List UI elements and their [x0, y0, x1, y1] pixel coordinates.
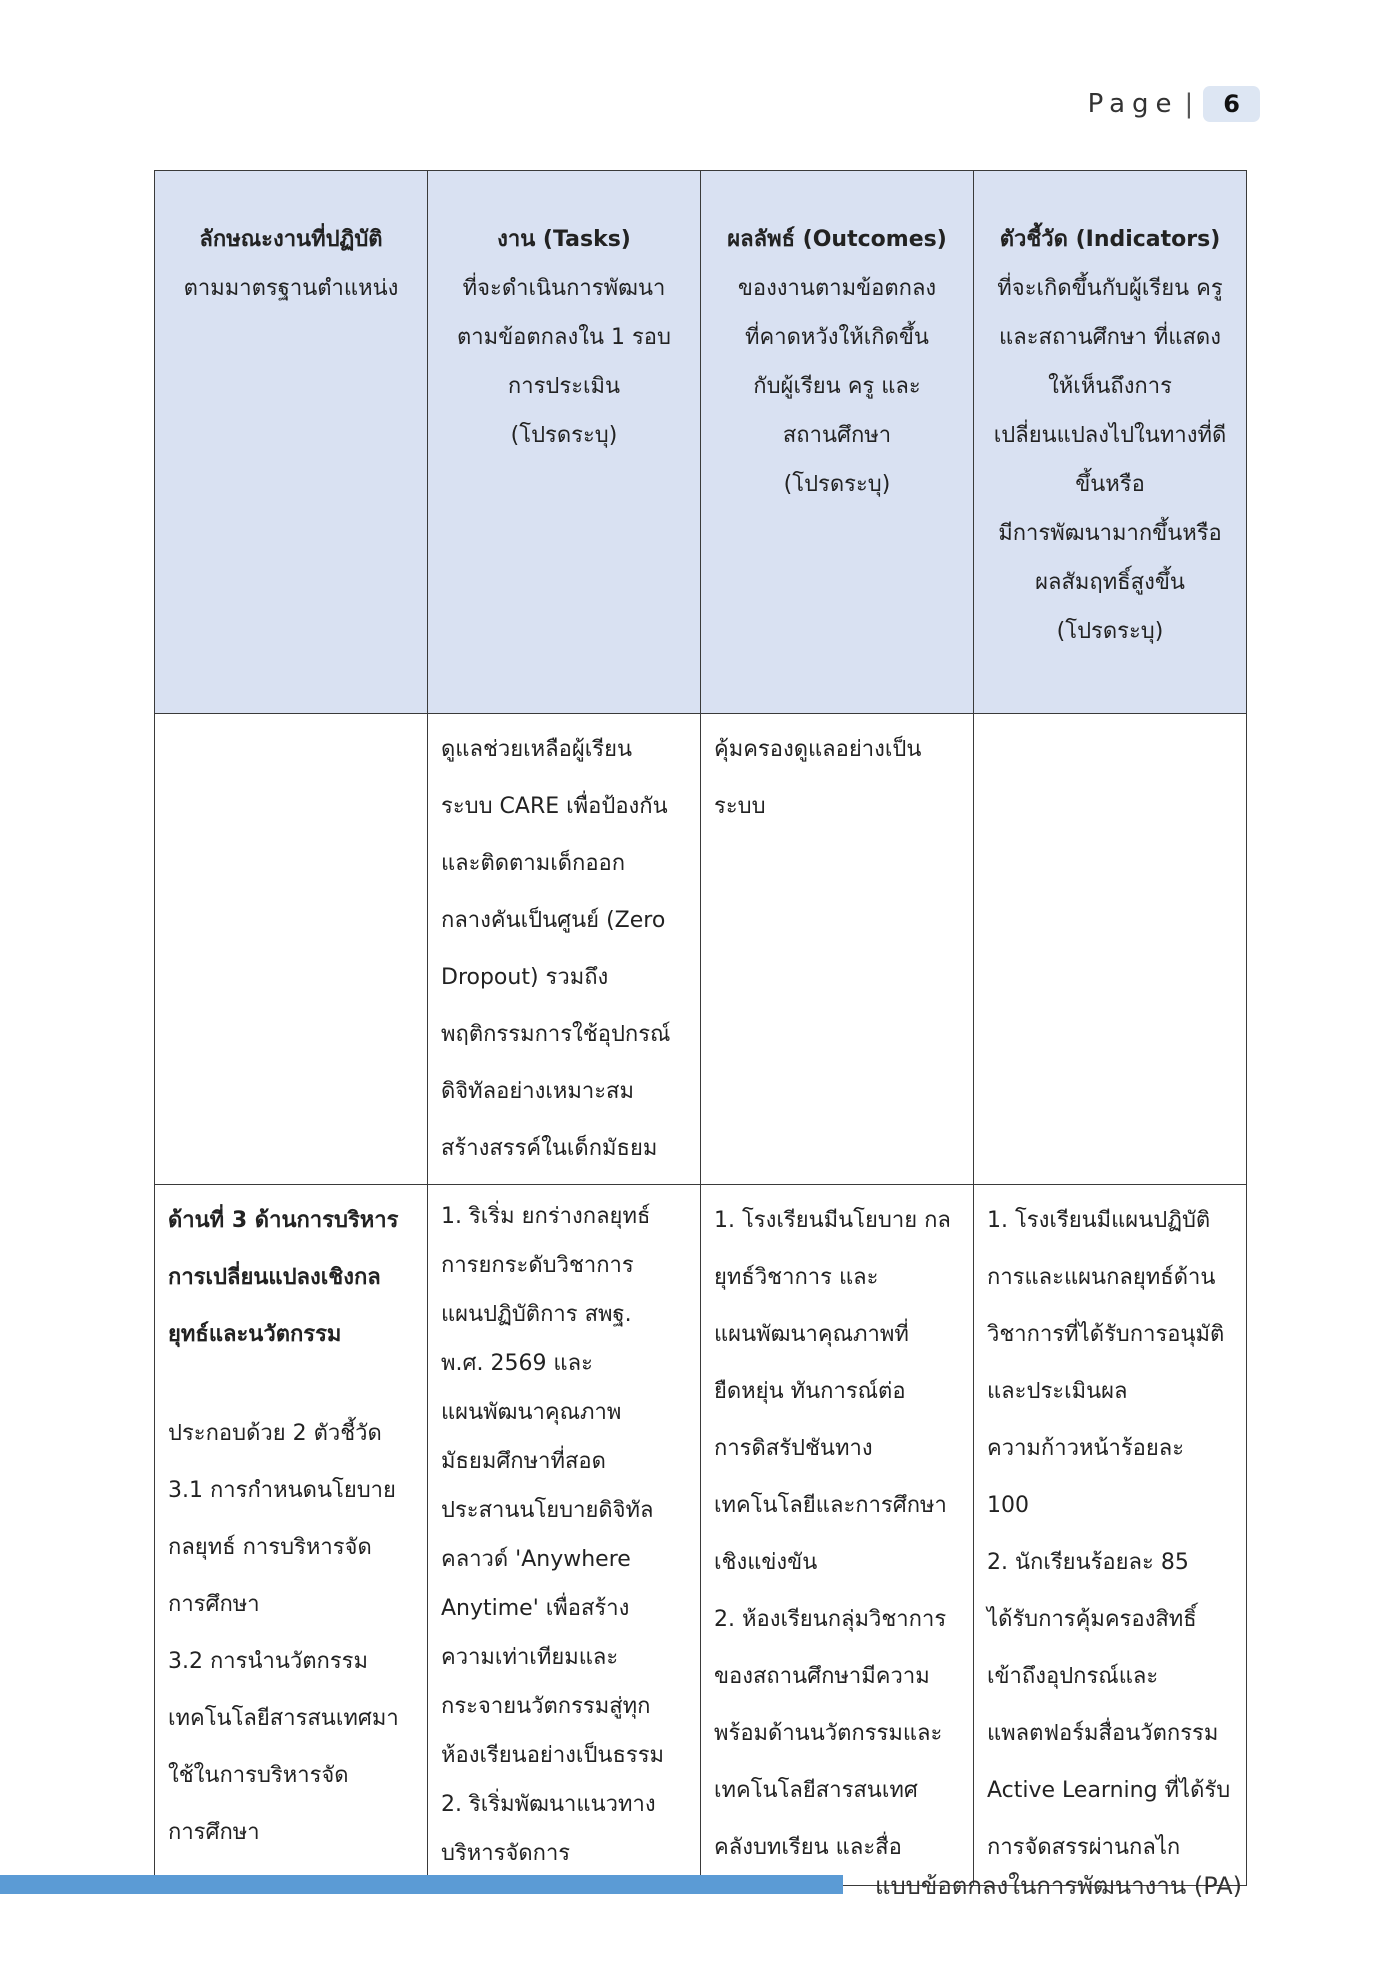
cell-text-line: แผนพัฒนาคุณภาพที่ [714, 1322, 909, 1347]
row1-indicators-cell [974, 714, 1247, 1185]
section-heading-line: การเปลี่ยนแปลงเชิงกล [168, 1265, 381, 1290]
cell-text-line: เทคโนโลยีสารสนเทศ [714, 1778, 918, 1803]
header-outcomes [701, 171, 974, 714]
footer-title: แบบข้อตกลงในการพัฒนางาน (PA) [874, 1872, 1242, 1900]
cell-text-line: ประสานนโยบายดิจิทัล [441, 1498, 654, 1523]
row2-outcomes-cell [701, 1185, 974, 1886]
cell-text-line: การและแผนกลยุทธ์ด้าน [987, 1265, 1216, 1290]
header-subtitle-line: ของงานตามข้อตกลง [737, 276, 937, 301]
cell-text-line: ระบบ CARE เพื่อป้องกัน [441, 794, 668, 819]
cell-text-line: ระบบ [714, 794, 766, 819]
row2-indicators-cell [974, 1185, 1247, 1886]
cell-text-line: แผนพัฒนาคุณภาพ [441, 1400, 622, 1425]
header-subtitle-line: กับผู้เรียน ครู และ [753, 374, 921, 399]
header-subtitle-line: ที่จะเกิดขึ้นกับผู้เรียน ครู [997, 276, 1223, 301]
header-subtitle-line: สถานศึกษา [782, 423, 892, 448]
header-subtitle-line: มีการพัฒนามากขึ้นหรือ [998, 521, 1222, 546]
section-heading-line: ยุทธ์และนวัตกรรม [168, 1322, 342, 1347]
pa-agreement-table [154, 170, 1247, 1886]
table-header-row [155, 171, 1247, 714]
cell-text-line: ความเท่าเทียมและ [441, 1645, 619, 1670]
page-header [1088, 86, 1260, 122]
cell-text-line: ความก้าวหน้าร้อยละ [987, 1436, 1185, 1461]
cell-text-line: 1. ริเริ่ม ยกร่างกลยุทธ์ [441, 1204, 651, 1229]
cell-text-line: แพลตฟอร์มสื่อนวัตกรรม [987, 1721, 1219, 1746]
header-subtitle-line: ตามข้อตกลงใน 1 รอบ [457, 325, 671, 350]
cell-text-line: คลังบทเรียน และสื่อ [714, 1835, 902, 1860]
cell-text-line: 2. ห้องเรียนกลุ่มวิชาการ [714, 1607, 947, 1632]
cell-text-line: แผนปฏิบัติการ สพฐ. [441, 1302, 632, 1327]
cell-text-line: และติดตามเด็กออก [441, 851, 626, 876]
cell-text-line: การศึกษา [168, 1592, 260, 1617]
row1-tasks-cell [428, 714, 701, 1185]
cell-text-line: Anytime' เพื่อสร้าง [441, 1596, 630, 1621]
header-subtitle-line: ที่คาดหวังให้เกิดขึ้น [745, 325, 929, 350]
cell-text-line: Dropout) รวมถึง [441, 965, 609, 990]
row1-standard-cell [155, 714, 428, 1185]
cell-text-line: คลาวด์ 'Anywhere [441, 1547, 631, 1572]
header-subtitle-line: เปลี่ยนแปลงไปในทางที่ดี [993, 423, 1227, 448]
header-subtitle-line: ผลสัมฤทธิ์สูงขึ้น [1035, 570, 1185, 595]
header-subtitle-line: (โปรดระบุ) [510, 423, 618, 448]
header-tasks [428, 171, 701, 714]
cell-text-line: ได้รับการคุ้มครองสิทธิ์ [987, 1607, 1197, 1632]
cell-text-line: 2. ริเริ่มพัฒนาแนวทาง [441, 1792, 656, 1817]
header-subtitle-line: (โปรดระบุ) [1056, 619, 1164, 644]
header-subtitle-line: ขึ้นหรือ [1075, 472, 1145, 497]
cell-text-line: ยืดหยุ่น ทันการณ์ต่อ [714, 1379, 906, 1404]
cell-text-line: 1. โรงเรียนมีนโยบาย กล [714, 1208, 951, 1233]
cell-text-line: ยุทธ์วิชาการ และ [714, 1265, 879, 1290]
cell-text-line: 3.2 การนำนวัตกรรม [168, 1649, 368, 1674]
cell-text-line: ดิจิทัลอย่างเหมาะสม [441, 1079, 634, 1104]
cell-text-line: กระจายนวัตกรรมสู่ทุก [441, 1694, 651, 1719]
cell-text-line: ดูแลช่วยเหลือผู้เรียน [441, 737, 632, 762]
header-subtitle-line: (โปรดระบุ) [783, 472, 891, 497]
cell-text-line: กลยุทธ์ การบริหารจัด [168, 1535, 372, 1560]
header-standard-position [155, 171, 428, 714]
cell-text-line: การยกระดับวิชาการ [441, 1253, 634, 1278]
row1-outcomes-cell [701, 714, 974, 1185]
cell-text-line: กลางคันเป็นศูนย์ (Zero [441, 908, 666, 933]
table-row [155, 1185, 1247, 1886]
header-title: ลักษณะงานที่ปฏิบัติ [199, 227, 383, 252]
cell-text-line: Active Learning ที่ได้รับ [987, 1778, 1231, 1803]
cell-text-line: เข้าถึงอุปกรณ์และ [987, 1664, 1159, 1689]
header-subtitle-line: การประเมิน [507, 374, 621, 399]
cell-text-line: 2. นักเรียนร้อยละ 85 [987, 1550, 1189, 1575]
section-heading-line: ด้านที่ 3 ด้านการบริหาร [168, 1208, 399, 1233]
header-title: งาน (Tasks) [497, 227, 631, 252]
header-title: ผลลัพธ์ (Outcomes) [727, 227, 947, 252]
cell-text-line: มัธยมศึกษาที่สอด [441, 1449, 606, 1474]
spacer [168, 1363, 417, 1405]
cell-text-line: พร้อมด้านนวัตกรรมและ [714, 1721, 943, 1746]
table-row [155, 714, 1247, 1185]
cell-text-line: การดิสรัปชันทาง [714, 1436, 873, 1461]
cell-text-line: 1. โรงเรียนมีแผนปฏิบัติ [987, 1208, 1211, 1233]
cell-text-line: และประเมินผล [987, 1379, 1128, 1404]
cell-text-line: บริหารจัดการ [441, 1841, 571, 1866]
cell-text-line: ของสถานศึกษามีความ [714, 1664, 930, 1689]
header-title: ตัวชี้วัด (Indicators) [999, 227, 1221, 252]
footer-accent-bar [0, 1875, 843, 1894]
header-indicators [974, 171, 1247, 714]
cell-text-line: การจัดสรรผ่านกลไก [987, 1835, 1181, 1860]
cell-text-line: คุ้มครองดูแลอย่างเป็น [714, 737, 922, 762]
cell-text-line: ห้องเรียนอย่างเป็นธรรม [441, 1743, 665, 1768]
row2-tasks-cell [428, 1185, 701, 1886]
page-number: 6 [1203, 86, 1260, 122]
header-subtitle-line: ตามมาตรฐานตำแหน่ง [183, 276, 399, 301]
cell-text-line: เชิงแข่งขัน [714, 1550, 818, 1575]
cell-text-line: การศึกษา [168, 1820, 260, 1845]
cell-text-line: พฤติกรรมการใช้อุปกรณ์ [441, 1022, 671, 1047]
cell-text-line: เทคโนโลยีสารสนเทศมา [168, 1706, 399, 1731]
cell-text-line: 100 [987, 1493, 1029, 1518]
cell-text-line: พ.ศ. 2569 และ [441, 1351, 593, 1376]
cell-text-line: สร้างสรรค์ในเด็กมัธยม [441, 1136, 658, 1161]
cell-text-line: ประกอบด้วย 2 ตัวชี้วัด [168, 1421, 382, 1446]
cell-text-line: วิชาการที่ได้รับการอนุมัติ [987, 1322, 1225, 1347]
header-subtitle-line: และสถานศึกษา ที่แสดง [999, 325, 1221, 350]
cell-text-line: ใช้ในการบริหารจัด [168, 1763, 349, 1788]
page-label: Page [1087, 89, 1179, 119]
header-subtitle-line: ให้เห็นถึงการ [1048, 374, 1172, 399]
row2-standard-cell [155, 1185, 428, 1886]
cell-text-line: เทคโนโลยีและการศึกษา [714, 1493, 947, 1518]
page-separator: | [1184, 89, 1194, 119]
header-subtitle-line: ที่จะดำเนินการพัฒนา [462, 276, 666, 301]
cell-text-line: 3.1 การกำหนดนโยบาย [168, 1478, 396, 1503]
